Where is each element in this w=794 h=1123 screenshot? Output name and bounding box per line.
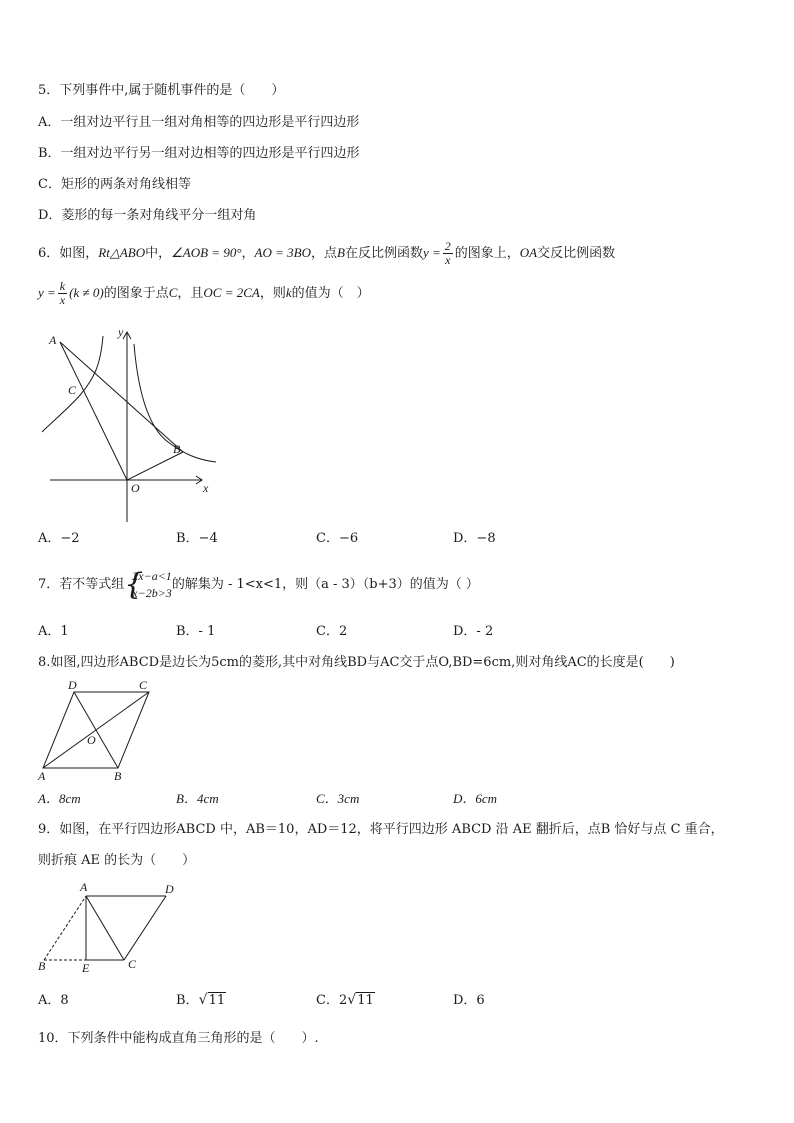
q9-stem-line1: 9．如图，在平行四边形ABCD 中，AB＝10，AD＝12，将平行四边形 ABCD 沿 AE 翻折后，点B 恰好与点 C 重合， [38, 822, 724, 837]
q8-option-d: D．6cm [453, 791, 498, 806]
q6-fraction-k-over-x: $\frac{k}{x}$ [59, 279, 66, 307]
q9-fig-label-d: D [165, 882, 174, 896]
q9-figure-parallelogram [34, 876, 184, 976]
q7-option-d: D．- 2 [453, 624, 494, 639]
q6-fig-label-y: y [118, 325, 124, 339]
q5-option-a: A．一组对边平行且一组对角相等的四边形是平行四边形 [38, 115, 360, 130]
q9-fig-label-b: B [38, 959, 46, 973]
q7-option-c: C．2 [316, 624, 348, 639]
q10-stem: 10．下列条件中能构成直角三角形的是（ ）. [38, 1031, 319, 1046]
q6-option-c: C．−6 [316, 531, 359, 546]
q6-option-b: B．−4 [176, 531, 218, 546]
q8-fig-label-d: D [68, 678, 77, 692]
q6-fig-label-b: B [173, 442, 181, 456]
q6-fig-label-c: C [68, 383, 77, 397]
q8-option-c: C．3cm [316, 791, 360, 806]
q9-fig-label-c: C [128, 957, 137, 971]
q6-option-d: D．−8 [453, 531, 496, 546]
q9-fig-label-a: A [80, 880, 88, 894]
q8-fig-label-a: A [38, 769, 46, 782]
q8-fig-label-c: C [139, 678, 148, 692]
q7-option-a: A．1 [38, 624, 69, 639]
q5-option-b: B．一组对边平行另一组对边相等的四边形是平行四边形 [38, 146, 360, 161]
q8-stem: 8.如图,四边形ABCD是边长为5cm的菱形,其中对角线BD与AC交于点O,BD=6cm,则对角线AC的长度是( ) [38, 655, 675, 670]
q9-option-b: B． √ 11 [176, 992, 226, 1008]
q6-fig-label-a: A [49, 333, 57, 347]
q5-option-d: D．菱形的每一条对角线平分一组对角 [38, 208, 257, 223]
q8-fig-label-o: O [87, 733, 96, 747]
q6-figure-hyperbola [38, 322, 228, 524]
q7-stem: 7．若不等式组 { 2x−a<1 x−2b>3 的解集为 - 1<x<1，则（a - 3）（b+3）的值为（ ） [38, 566, 479, 602]
q8-fig-label-b: B [114, 769, 122, 782]
q9-option-d: D．6 [453, 993, 485, 1008]
q9-option-b-sqrt: √ 11 [198, 992, 226, 1008]
q9-stem-line2: 则折痕 AE 的长为（ ） [38, 853, 196, 868]
q6-fraction-2-over-x: $\frac{2}{x}$ [444, 239, 451, 267]
q6-fig-label-x: x [203, 481, 209, 495]
q9-fig-label-e: E [82, 961, 90, 975]
q6-stem-line1: 6．如图，Rt△ABO中，∠AOB = 90°，AO = 3BO，点B在反比例函数y = $\frac{2}{x}$ 的图象上，OA交反比例函数 [38, 239, 616, 267]
q8-figure-rhombus [34, 676, 164, 782]
q9-option-c: C．2 √ 11 [316, 992, 374, 1008]
q6-fig-label-o: O [131, 481, 140, 495]
q8-option-b: B．4cm [176, 791, 219, 806]
q9-option-c-sqrt: √ 11 [347, 992, 374, 1008]
q5-stem: 5．下列事件中,属于随机事件的是（ ） [38, 83, 285, 98]
q5-option-c: C．矩形的两条对角线相等 [38, 177, 191, 192]
q6-option-a: A．−2 [38, 531, 80, 546]
q6-stem-line2: y = $\frac{k}{x}$ (k ≠ 0)的图象于点C，且OC = 2CA，则k的值为（ ） [38, 279, 370, 307]
q7-option-b: B．- 1 [176, 624, 216, 639]
q9-option-a: A．8 [38, 993, 69, 1008]
q7-inequality-system: { 2x−a<1 x−2b>3 [124, 566, 172, 602]
q8-option-a: A．8cm [38, 791, 81, 806]
